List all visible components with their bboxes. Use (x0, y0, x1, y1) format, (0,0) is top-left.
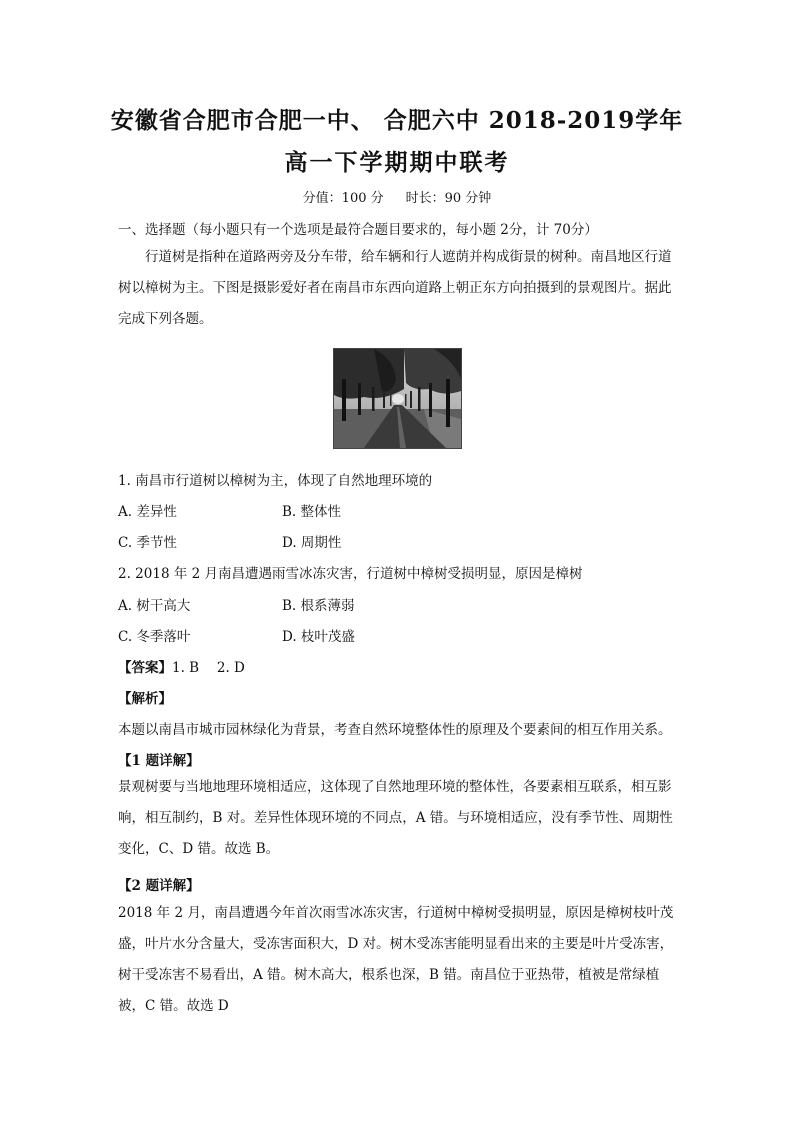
answer-line (118, 656, 245, 676)
section-heading: 一、选择题（每小题只有一个选项是最符合题目要求的，每小题 2分，计 70分） (118, 222, 598, 238)
answer-value: 1. B 2. D (172, 660, 245, 676)
analysis-text: 本题以南昌市城市园林绿化为背景，考查自然环境整体性的原理及个要素间的相互作用关系。 (118, 722, 672, 738)
question-1-option-a: A. 差异性 (118, 504, 177, 520)
street-trees-photo (333, 348, 462, 449)
question-2-option-a: A. 树干高大 (118, 598, 191, 614)
question-2-option-b: B. 根系薄弱 (282, 598, 355, 614)
analysis-label: 【解析】 (118, 691, 172, 707)
question-2-stem: 2. 2018 年 2 月南昌遭遇雨雪冰冻灾害，行道树中樟树受损明显，原因是樟树 (118, 566, 583, 582)
detail-2-label: 【2 题详解】 (118, 878, 200, 894)
exam-title: 安徽省合肥市合肥一中、 合肥六中 2018-2019学年 (110, 107, 684, 134)
question-2-option-c: C. 冬季落叶 (118, 629, 191, 645)
question-2-option-d: D. 枝叶茂盛 (282, 629, 355, 645)
detail-1-text: 景观树要与当地地理环境相适应，这体现了自然地理环境的整体性，各要素相互联系，相互影响，相互制约，B 对。差异性体现环境的不同点，A 错。与环境相适应，没有季节性、周期性变化，C、D 错。故选 B。 (118, 779, 673, 857)
exam-subtitle: 高一下学期期中联考 (284, 149, 510, 176)
answer-label: 【答案】 (118, 660, 172, 676)
score-text: 分值：100 分 (302, 191, 384, 206)
detail-2-text: 2018 年 2 月，南昌遭遇今年首次雨雪冰冻灾害，行道树中樟树受损明显，原因是樟树枝叶茂盛，叶片水分含量大，受冻害面积大，D 对。树木受冻害能明显看出来的主要是叶片受冻害，树干受冻害不易看出，A 错。树木高大，根系也深，B 错。南昌位于亚热带，植被是常绿植被，C 错。故选 D (118, 905, 674, 1014)
detail-1-label: 【1 题详解】 (118, 753, 200, 769)
question-1-option-c: C. 季节性 (118, 535, 177, 551)
exam-meta (0, 187, 794, 206)
question-1-option-d: D. 周期性 (282, 535, 342, 551)
question-1-stem: 1. 南昌市行道树以樟树为主，体现了自然地理环境的 (118, 473, 433, 489)
question-1-option-b: B. 整体性 (282, 504, 342, 520)
duration-text: 时长：90 分钟 (405, 191, 492, 206)
passage-text: 行道树是指种在道路两旁及分车带，给车辆和行人遮荫并构成街景的树种。南昌地区行道树以樟树为主。下图是摄影爱好者在南昌市东西向道路上朝正东方向拍摄到的景观图片。据此完成下列各题。 (118, 249, 672, 327)
